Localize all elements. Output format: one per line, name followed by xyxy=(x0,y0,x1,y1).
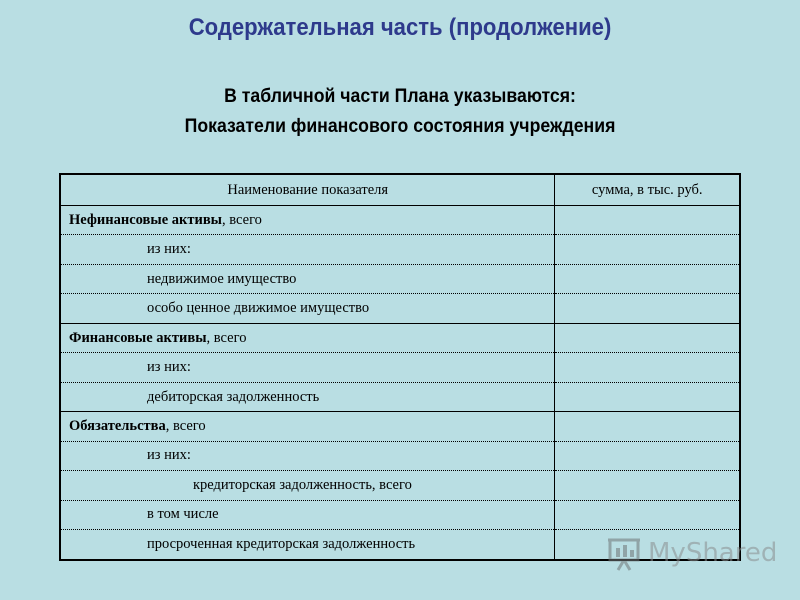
indicator-name-cell xyxy=(60,235,555,264)
indicator-name-cell xyxy=(60,382,555,411)
indicator-name-cell xyxy=(60,530,555,560)
amount-cell xyxy=(555,294,740,323)
indicator-label: из них: xyxy=(147,359,191,376)
indicator-name-cell xyxy=(60,206,555,235)
myshared-watermark xyxy=(606,536,778,572)
amount-cell xyxy=(555,471,740,500)
table-row xyxy=(60,353,740,382)
table-row xyxy=(60,412,740,441)
indicator-label: из них: xyxy=(147,241,191,258)
indicator-group-label: Обязательства xyxy=(69,418,166,435)
amount-cell xyxy=(555,412,740,441)
table-row xyxy=(60,323,740,352)
indicator-label: , всего xyxy=(165,418,206,435)
table-row xyxy=(60,500,740,529)
indicator-label: , всего xyxy=(222,211,262,228)
header-indicator-name: Наименование показателя xyxy=(60,174,555,206)
table-row xyxy=(60,382,740,411)
table-row xyxy=(60,471,740,500)
table-row xyxy=(60,441,740,470)
amount-cell xyxy=(555,264,740,293)
amount-cell xyxy=(555,323,740,352)
indicator-name-cell xyxy=(60,353,555,382)
indicator-name-cell xyxy=(60,441,555,470)
table-row xyxy=(60,235,740,264)
indicator-label: недвижимое имущество xyxy=(147,270,297,287)
indicator-group-label: Финансовые активы xyxy=(69,329,207,346)
indicator-label: кредиторская задолженность, всего xyxy=(193,476,412,493)
amount-cell xyxy=(555,353,740,382)
indicator-name-cell xyxy=(60,264,555,293)
table-row xyxy=(60,294,740,323)
indicator-name-cell xyxy=(60,412,555,441)
header-amount: сумма, в тыс. руб. xyxy=(555,174,740,206)
watermark-text: MyShared xyxy=(648,538,778,568)
indicator-label: просроченная кредиторская задолженность xyxy=(147,536,416,553)
indicator-name-cell xyxy=(60,500,555,529)
indicator-label: из них: xyxy=(147,447,191,464)
table-header-row xyxy=(60,174,740,206)
table-row xyxy=(60,264,740,293)
amount-cell xyxy=(555,382,740,411)
amount-cell xyxy=(555,441,740,470)
financial-indicators-table xyxy=(59,173,741,561)
indicator-name-cell xyxy=(60,471,555,500)
indicator-label: в том числе xyxy=(147,506,219,523)
table-row xyxy=(60,206,740,235)
indicator-label: , всего xyxy=(206,329,247,346)
slide-title: Содержательная часть (продолжение) xyxy=(188,14,612,41)
indicator-label: дебиторская задолженность xyxy=(147,388,320,405)
subtitle-line-1: В табличной части Плана указываются: xyxy=(224,86,576,107)
amount-cell xyxy=(555,500,740,529)
indicator-group-label: Нефинансовые активы xyxy=(69,211,223,228)
amount-cell xyxy=(555,235,740,264)
subtitle-line-2: Показатели финансового состояния учреждения xyxy=(184,116,616,137)
indicator-name-cell xyxy=(60,323,555,352)
indicator-name-cell xyxy=(60,294,555,323)
amount-cell xyxy=(555,206,740,235)
indicator-label: особо ценное движимое имущество xyxy=(147,300,370,317)
presentation-board-icon xyxy=(606,536,646,572)
